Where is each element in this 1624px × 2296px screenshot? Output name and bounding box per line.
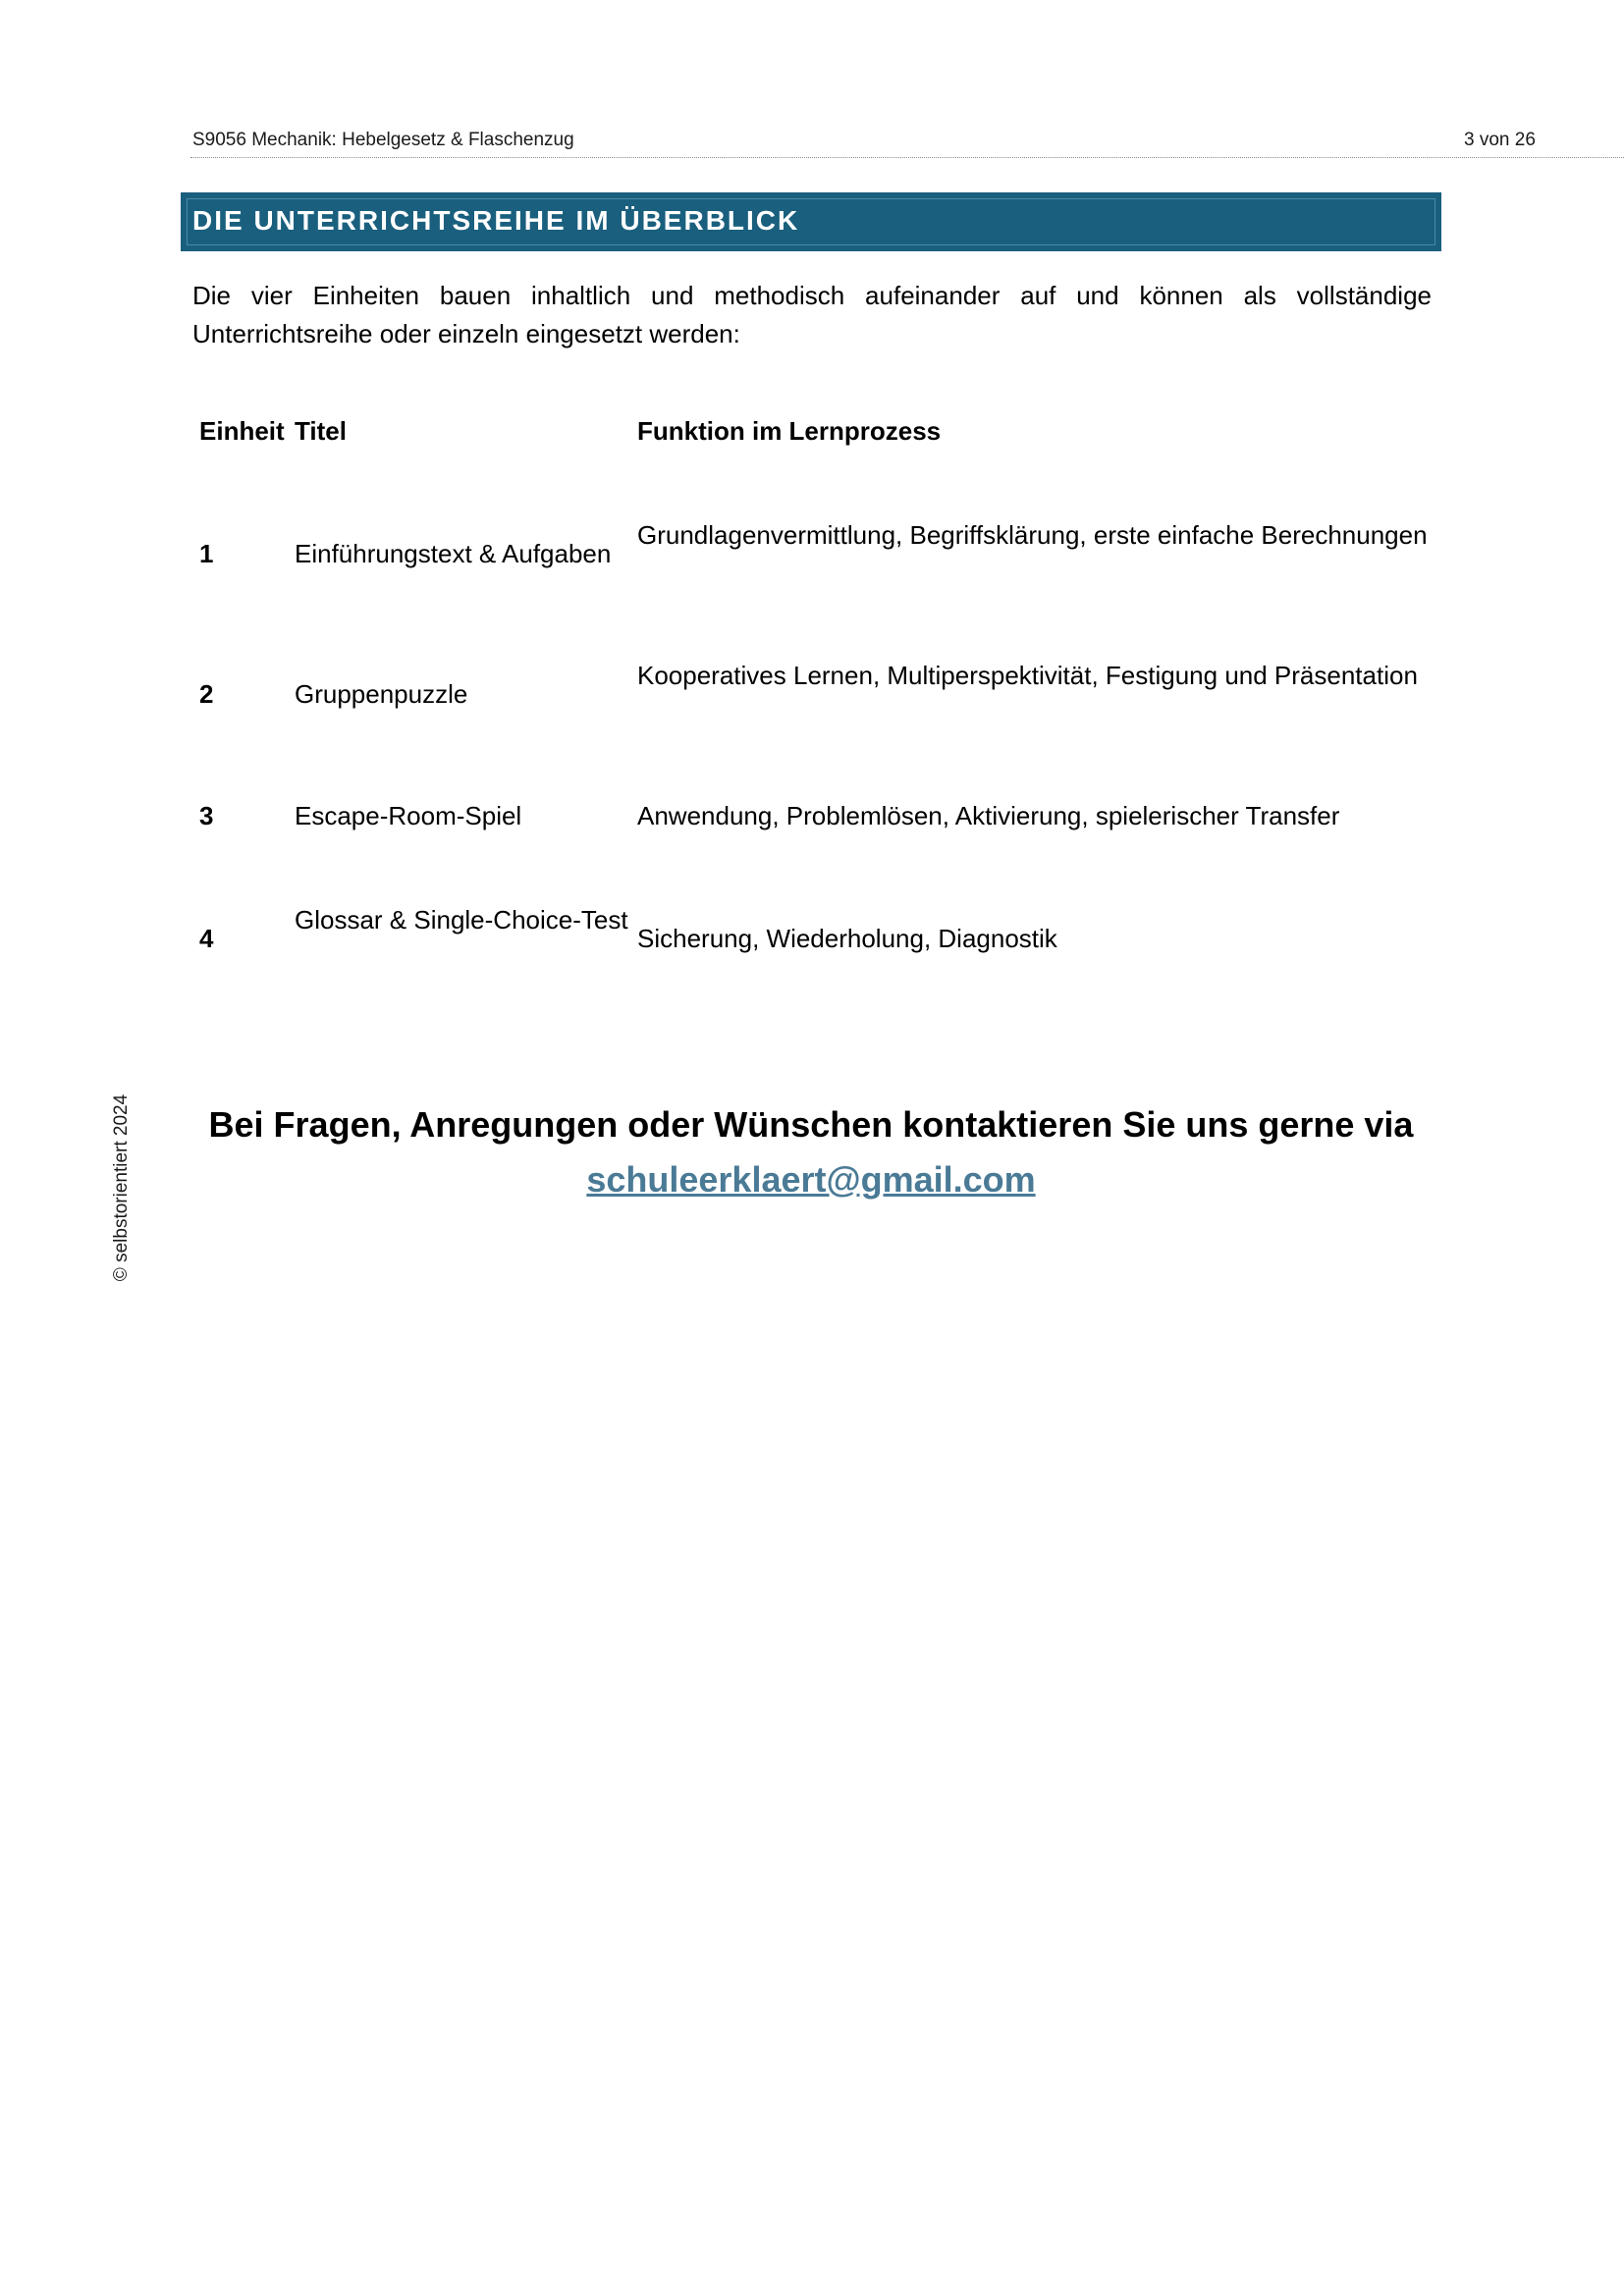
intro-paragraph: Die vier Einheiten bauen inhaltlich und methodisch aufeinander auf und können als vollständige Unterrichtsreihe oder einzeln eingesetzt werden:: [192, 281, 1432, 348]
header-title: Titel: [295, 416, 347, 446]
page-number: 3 von 26: [1464, 130, 1536, 150]
page-header: [190, 128, 1624, 158]
section-heading-banner: [181, 192, 1441, 251]
unit-title: Gruppenpuzzle: [295, 679, 468, 709]
unit-title: Glossar & Single-Choice-Test: [295, 905, 628, 934]
contact-text: Bei Fragen, Anregungen oder Wünschen kontaktieren Sie uns gerne via: [208, 1104, 1414, 1145]
unit-number: 2: [199, 679, 214, 709]
unit-title: Escape-Room-Spiel: [295, 801, 522, 830]
unit-number: 3: [199, 801, 214, 830]
unit-function: Sicherung, Wiederholung, Diagnostik: [637, 924, 1057, 953]
unit-number: 1: [199, 539, 214, 568]
unit-number: 4: [199, 924, 214, 953]
unit-function: Kooperatives Lernen, Multiperspektivität, Festigung und Präsentation: [637, 661, 1418, 690]
unit-title: Einführungstext & Aufgaben: [295, 539, 612, 568]
document-title: S9056 Mechanik: Hebelgesetz & Flaschenzug: [192, 130, 574, 150]
contact-email-link[interactable]: schuleerklaert@gmail.com: [586, 1159, 1036, 1200]
section-heading: DIE UNTERRICHTSREIHE IM ÜBERBLICK: [192, 205, 800, 236]
header-unit: Einheit: [199, 416, 285, 446]
header-function: Funktion im Lernprozess: [637, 416, 942, 446]
unit-function: Anwendung, Problemlösen, Aktivierung, spielerischer Transfer: [637, 801, 1340, 830]
unit-function: Grundlagenvermittlung, Begriffsklärung, erste einfache Berechnungen: [637, 520, 1428, 550]
copyright-notice: © selbstorientiert 2024: [111, 1094, 132, 1282]
contact-note: [181, 1097, 1441, 1207]
